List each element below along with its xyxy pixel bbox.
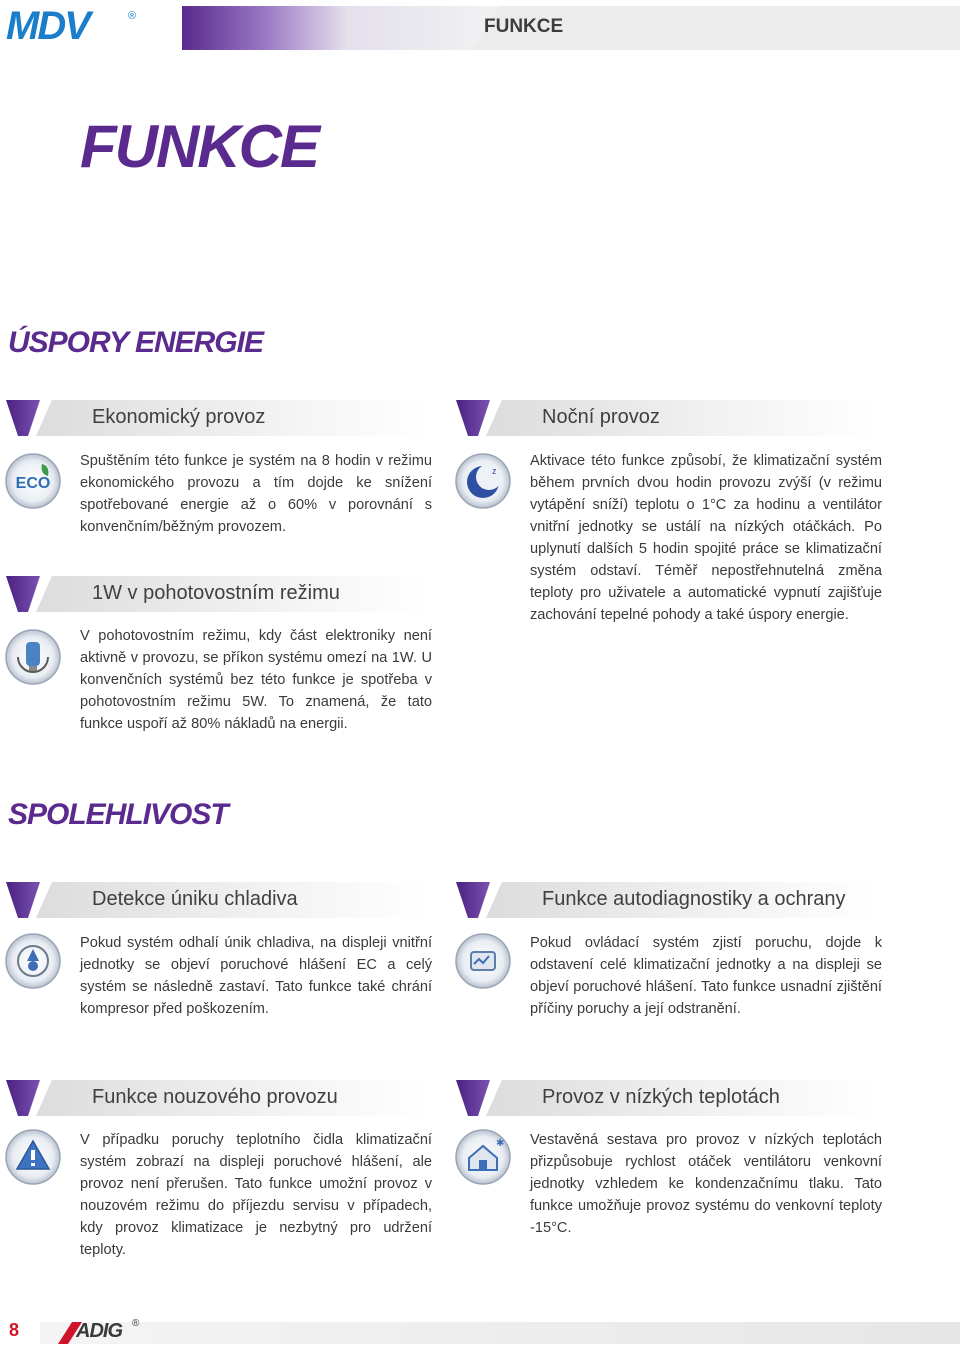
section-title-reliability: SPOLEHLIVOST — [8, 798, 228, 831]
adig-logo: ADIG — [76, 1320, 122, 1342]
feature-text: V pohotovostním režimu, kdy část elektroniky není aktivně v provozu, se příkon systému omezí na 1W. U konvenčních systémů bez této funkce je spotřeba v pohotovostním režimu 5W. To znamená, že tato funkce uspoří až 80% nákladů na energii. — [80, 628, 432, 732]
footer-band — [0, 1322, 960, 1344]
header-band — [182, 6, 960, 50]
svg-text:z: z — [492, 466, 497, 476]
feature-text: Pokud ovládací systém zjistí poruchu, dojde k odstavení celé klimatizační jednotky a na displeji se objeví poruchové hlášení. Tato funkce usnadní zjištění příčiny poruchy a její odstranění. — [530, 935, 882, 1017]
feature-title: Detekce úniku chladiva — [92, 888, 298, 910]
adig-logo-mark: ® — [132, 1318, 140, 1329]
refrigerant-leak-icon — [4, 932, 62, 990]
feature-text: V případku poruchy teplotního čidla klimatizační systém zobrazí na displeji poruchové hlášení, ale provoz není přerušen. Tato funkce umožní provoz v nouzovém režimu do příjezdu servisu v případech, kdy provoz klimatizace je nezbytný pro udržení teploty. — [80, 1132, 432, 1258]
standby-icon — [4, 628, 62, 686]
emergency-icon — [4, 1128, 62, 1186]
feature-text: Pokud systém odhalí únik chladiva, na displeji vnitřní jednotky se objeví poruchové hlášení EC a celý systém se následně zastaví. Tato funkce také chrání kompresor před poškozením. — [80, 935, 432, 1017]
svg-text:✱: ✱ — [496, 1138, 505, 1149]
feature-header-bar — [456, 400, 876, 436]
feature-header-emergency — [6, 1080, 426, 1116]
feature-header-eco — [6, 400, 426, 436]
header-section-label: FUNKCE — [484, 16, 564, 37]
feature-title: 1W v pohotovostním režimu — [92, 582, 340, 604]
page-number-box — [0, 1322, 40, 1344]
feature-header-low-temp — [456, 1080, 876, 1116]
feature-title: Funkce nouzového provozu — [92, 1086, 338, 1108]
feature-header-standby — [6, 576, 426, 612]
feature-header-leak — [6, 882, 426, 918]
page-title: FUNKCE — [80, 113, 318, 180]
feature-text: Spuštěním této funkce je systém na 8 hodin v režimu ekonomického provozu a tím dojde ke snížení spotřebované energie až o 60% v porovnání s konvenčním/běžným provozem. — [80, 453, 432, 535]
mdv-logo: MDV — [6, 4, 89, 48]
feature-title: Funkce autodiagnostiky a ochrany — [542, 888, 846, 910]
feature-title: Ekonomický provoz — [92, 406, 266, 428]
feature-title: Provoz v nízkých teplotách — [542, 1086, 780, 1108]
low-temperature-icon — [454, 1128, 512, 1186]
night-icon — [454, 452, 512, 510]
page-footer — [0, 1308, 960, 1347]
page-header — [0, 0, 960, 56]
svg-text:ECO: ECO — [15, 475, 51, 492]
page-number: 8 — [9, 1320, 20, 1340]
mdv-logo-mark: ® — [128, 10, 137, 22]
feature-header-night — [456, 400, 876, 436]
eco-icon — [4, 452, 62, 510]
feature-text: Vestavěná sestava pro provoz v nízkých teplotách přizpůsobuje rychlost otáček ventilátoru venkovní jednotky vzhledem ke kondenzačnímu tlaku. Tato funkce umožňuje provoz systému do venkovní teploty -15°C. — [530, 1132, 882, 1236]
feature-header-diagnostics — [456, 882, 876, 918]
diagnostics-icon — [454, 932, 512, 990]
feature-title: Noční provoz — [542, 406, 660, 428]
feature-text: Aktivace této funkce způsobí, že klimatizační systém během prvních dvou hodin provozu zvýší (v režimu vytápění sníží) teplotu o 1°C za hodinu a ventilátor vnitřní jednotky se ustálí na nízkých otáčkách. Po uplynutí dalších 5 hodin spojité práce se klimatizační systém odstaví. Téměř nepostřehnutelná změna teploty pro uživatele a automatické vypnutí zajišťuje zachování tepelné pohody a také úspory energie. — [530, 453, 882, 623]
section-title-energy: ÚSPORY ENERGIE — [8, 326, 263, 359]
